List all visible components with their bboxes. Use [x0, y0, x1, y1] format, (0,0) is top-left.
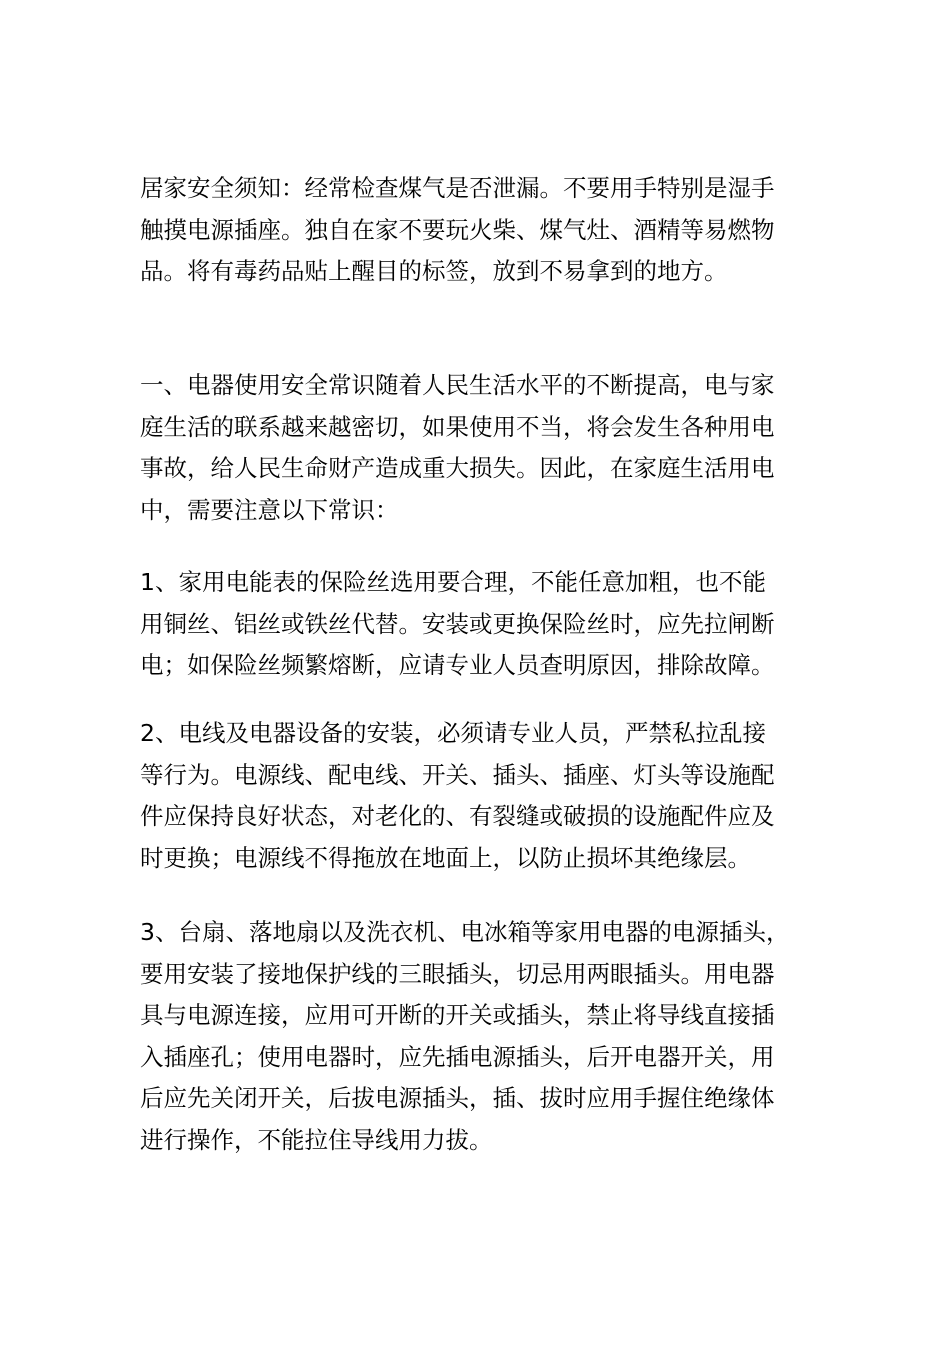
paragraph-item-1 — [140, 562, 820, 687]
text-line: 要用安装了接地保护线的三眼插头，切忌用两眼插头。用电器 — [140, 959, 775, 988]
text-line: 用铜丝、铝丝或铁丝代替。安装或更换保险丝时，应先拉闸断 — [140, 609, 775, 638]
text-line: 后应先关闭开关，后拔电源插头，插、拔时应用手握住绝缘体 — [140, 1084, 775, 1113]
text-line: 触摸电源插座。独自在家不要玩火柴、煤气灶、酒精等易燃物 — [140, 215, 775, 244]
paragraph-home-safety — [140, 168, 820, 293]
text-line: 1、家用电能表的保险丝选用要合理，不能任意加粗，也不能 — [140, 568, 766, 596]
text-line: 一、电器使用安全常识随着人民生活水平的不断提高，电与家 — [140, 371, 775, 399]
text-line: 件应保持良好状态，对老化的、有裂缝或破损的设施配件应及 — [140, 802, 775, 831]
text-line: 等行为。电源线、配电线、开关、插头、插座、灯头等设施配 — [140, 760, 775, 789]
text-line: 品。将有毒药品贴上醒目的标签，放到不易拿到的地方。 — [140, 257, 728, 286]
text-line: 庭生活的联系越来越密切，如果使用不当，将会发生各种用电 — [140, 412, 775, 441]
text-line: 居家安全须知：经常检查煤气是否泄漏。不要用手特别是湿手 — [140, 174, 775, 202]
text-line: 事故，给人民生命财产造成重大损失。因此，在家庭生活用电 — [140, 454, 775, 483]
text-line: 电；如保险丝频繁熔断，应请专业人员查明原因，排除故障。 — [140, 651, 775, 680]
text-line: 3、台扇、落地扇以及洗衣机、电冰箱等家用电器的电源插头， — [140, 918, 790, 946]
paragraph-item-3 — [140, 912, 820, 1162]
text-line: 中，需要注意以下常识： — [140, 495, 399, 524]
text-line: 2、电线及电器设备的安装，必须请专业人员，严禁私拉乱接 — [140, 719, 766, 747]
paragraph-electrical-safety-intro — [140, 365, 820, 531]
text-line: 时更换；电源线不得拖放在地面上，以防止损坏其绝缘层。 — [140, 843, 751, 872]
text-line: 进行操作，不能拉住导线用力拔。 — [140, 1125, 493, 1154]
text-line: 入插座孔；使用电器时，应先插电源插头，后开电器开关，用 — [140, 1042, 775, 1071]
text-line: 具与电源连接，应用可开断的开关或插头，禁止将导线直接插 — [140, 1001, 775, 1030]
paragraph-item-2 — [140, 713, 820, 879]
